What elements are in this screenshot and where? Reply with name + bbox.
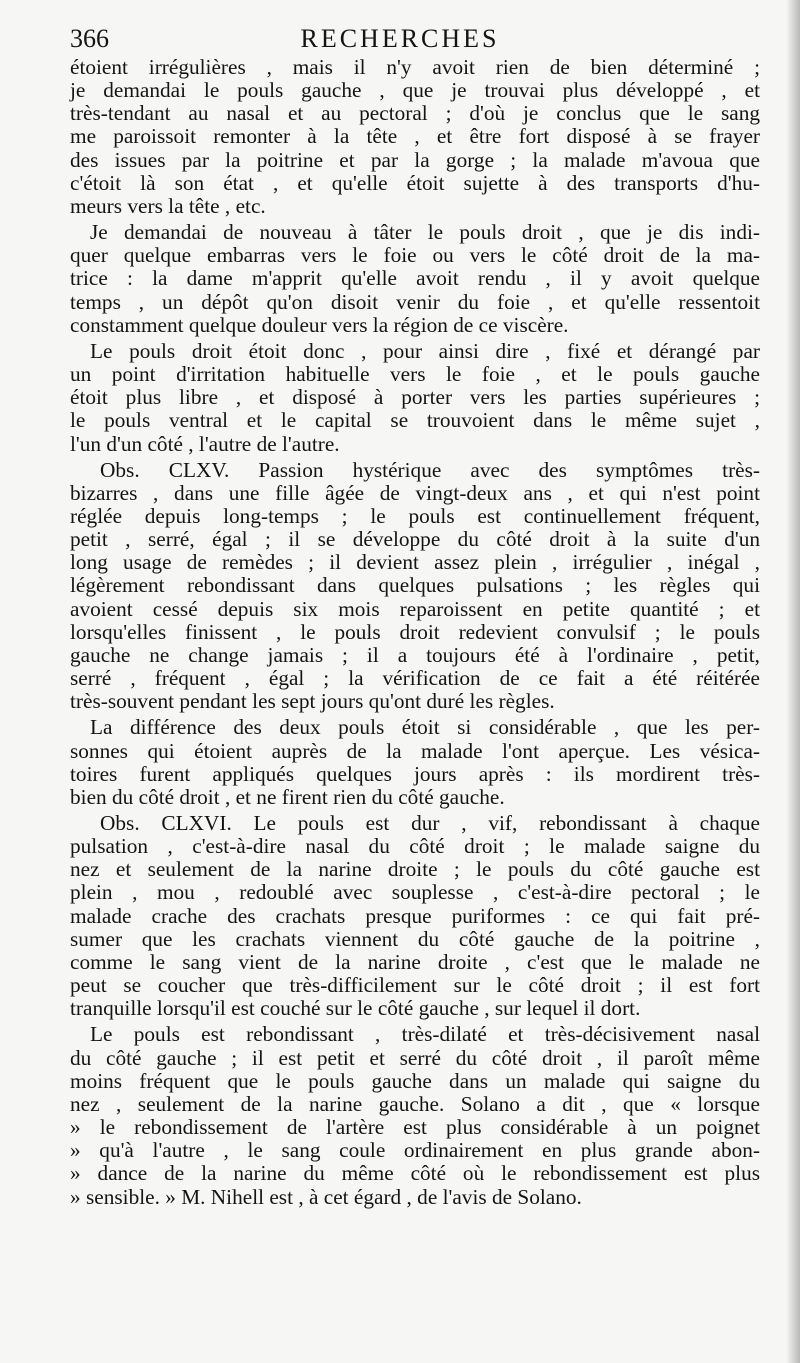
text-line: » dance de la narine du même côté où le rebondissement est plus (70, 1161, 760, 1186)
text-line: nez , seulement de la narine gauche. Solano a dit , que « lorsque (70, 1091, 760, 1116)
text-line: bizarres , dans une fille âgée de vingt-deux ans , et qui n'est point (70, 480, 760, 505)
text-line: tranquille lorsqu'il est couché sur le côté gauche , sur lequel il dort. (70, 996, 641, 1021)
text-line: gauche ne change jamais ; il a toujours été à l'ordinaire , petit, (70, 642, 760, 667)
page-number: 366 (70, 24, 109, 53)
text-line: réglée depuis long-temps ; le pouls est continuellement fréquent, (70, 503, 760, 528)
text-line: nez et seulement de la narine droite ; le pouls du côté gauche est (70, 857, 760, 882)
text-line: me paroissoit remonter à la tête , et être fort disposé à se frayer (70, 124, 760, 149)
text-line: quer quelque embarras vers le foie ou vers le côté droit de la ma- (70, 243, 760, 268)
text-line: trice : la dame m'apprit qu'elle avoit rendu , il y avoit quelque (70, 266, 760, 291)
text-line: un point d'irritation habituelle vers le foie , et le pouls gauche (70, 362, 760, 387)
text-line: Obs. CLXVI. Le pouls est dur , vif, rebondissant à chaque (100, 811, 760, 835)
paragraph (70, 716, 760, 809)
text-line: long usage de remèdes ; il devient assez plein , irrégulier , inégal , (70, 550, 760, 575)
text-line: Obs. CLXV. Passion hystérique avec des symptômes très- (100, 457, 760, 482)
paragraph (70, 1023, 760, 1208)
text-line: sumer que les crachats viennent du côté gauche de la poitrine , (70, 926, 760, 951)
text-line: » le rebondissement de l'artère est plus considérable à un poignet (70, 1115, 760, 1140)
text-line: La différence des deux pouls étoit si considérable , que les per- (90, 715, 760, 740)
paragraph (70, 812, 760, 1020)
page-header (70, 22, 760, 56)
paragraph (70, 56, 760, 218)
text-line: peut se coucher que très-difficilement sur le côté droit ; il est fort (70, 973, 760, 998)
running-head: RECHERCHES (300, 24, 500, 53)
text-line: plein , mou , redoublé avec souplesse , c'est-à-dire pectoral ; le (70, 880, 760, 905)
text-line: c'étoit là son état , et qu'elle étoit sujette à des transports d'hu- (70, 170, 760, 195)
text-line: meurs vers la tête , etc. (70, 193, 266, 218)
text-line: Je demandai de nouveau à tâter le pouls droit , que je dis indi- (90, 220, 760, 245)
text-line: » sensible. » M. Nihell est , à cet égard , de l'avis de Solano. (70, 1184, 582, 1209)
text-line: du côté gauche ; il est petit et serré du côté droit , il paroît même (70, 1045, 760, 1070)
text-line: le pouls ventral et le capital se trouvoient dans le même sujet , (70, 408, 760, 433)
text-line: avoient cessé depuis six mois reparoissent en petite quantité ; et (70, 596, 760, 621)
text-line: l'un d'un côté , l'autre de l'autre. (70, 431, 340, 456)
text-line: étoit plus libre , et disposé à porter vers les parties supérieures ; (70, 385, 760, 410)
paragraph (70, 340, 760, 456)
text-line: pulsation , c'est-à-dire nasal du côté droit ; le malade saigne du (70, 834, 760, 859)
text-line: serré , fréquent , égal ; la vérification de ce fait a été réitérée (70, 666, 760, 691)
paragraph (70, 459, 760, 714)
text-line: lorsqu'elles finissent , le pouls droit redevient convulsif ; le pouls (70, 619, 760, 644)
text-line: je demandai le pouls gauche , que je trouvai plus développé , et (70, 78, 760, 103)
text-line: sonnes qui étoient auprès de la malade l'ont aperçue. Les vésica- (70, 738, 760, 763)
paragraph (70, 221, 760, 337)
text-line: étoient irrégulières , mais il n'y avoit rien de bien déterminé ; (70, 55, 760, 79)
text-line: bien du côté droit , et ne firent rien du côté gauche. (70, 784, 505, 809)
text-line: constamment quelque douleur vers la région de ce viscère. (70, 312, 569, 337)
text-line: comme le sang vient de la narine droite , c'est que le malade ne (70, 949, 760, 974)
text-line: Le pouls est rebondissant , très-dilaté et très-décisivement nasal (90, 1022, 760, 1047)
text-line: très-tendant au nasal et au pectoral ; d'où je conclus que le sang (70, 101, 760, 126)
text-line: légèrement rebondissant dans quelques pulsations ; les règles qui (70, 573, 760, 598)
text-line: moins fréquent que le pouls gauche dans un malade qui saigne du (70, 1068, 760, 1093)
text-line: petit , serré, égal ; il se développe du côté droit à la suite d'un (70, 527, 760, 552)
text-line: malade crache des crachats presque puriformes : ce qui fait pré- (70, 903, 760, 928)
text-line: des issues par la poitrine et par la gorge ; la malade m'avoua que (70, 147, 760, 172)
text-line: très-souvent pendant les sept jours qu'ont duré les règles. (70, 689, 555, 714)
text-line: temps , un dépôt qu'on disoit venir du foie , et qu'elle ressentoit (70, 289, 760, 314)
text-line: Le pouls droit étoit donc , pour ainsi dire , fixé et dérangé par (90, 338, 760, 363)
text-line: » qu'à l'autre , le sang coule ordinairement en plus grande abon- (70, 1138, 760, 1163)
text-line: toires furent appliqués quelques jours après : ils mordirent très- (70, 761, 760, 786)
body-text (70, 56, 760, 1209)
